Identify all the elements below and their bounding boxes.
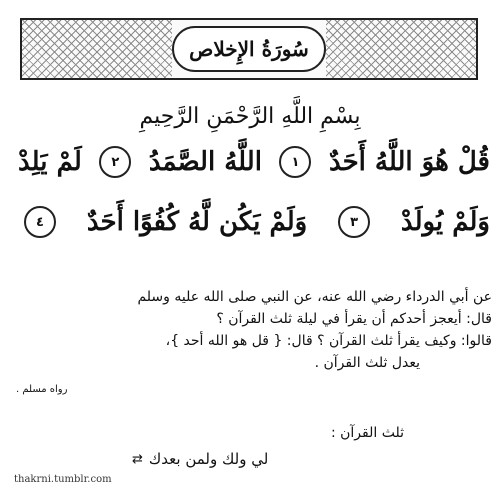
basmala: بِسْمِ اللَّهِ الرَّحْمَنِ الرَّحِيمِ: [139, 104, 361, 129]
hadith-text: [40, 286, 492, 374]
hadith-line-2: قال: أيعجز أحدكم أن يقرأ في ليلة ثلث القرآن ؟: [216, 311, 492, 327]
verse-line-2: [18, 206, 490, 238]
ornament-left: [22, 20, 172, 78]
hadith-line-3: قالوا: وكيف يقرأ ثلث القرآن ؟ قال: { قل هو الله أحد }،: [165, 333, 492, 349]
surah-name-cartouche: [172, 26, 326, 72]
ornament-right: [326, 20, 476, 78]
hadith-source: رواه مسلم .: [16, 384, 68, 395]
note-label: ثلث القرآن :: [330, 425, 404, 441]
verse-3-start: لَمْ يَلِدْ: [18, 147, 82, 177]
ayah-marker-2: ٢: [99, 146, 131, 178]
hadith-line-1: عن أبي الدرداء رضي الله عنه، عن النبي صلى الله عليه وسلم: [137, 289, 492, 305]
verse-4-text: وَلَمْ يَكُن لَّهُ كُفُوًا أَحَدٌ: [86, 207, 308, 237]
verse-2-text: اللَّهُ الصَّمَدُ: [148, 147, 262, 177]
swap-arrows-icon: ⇄: [132, 451, 143, 467]
surah-header-banner: [20, 18, 478, 80]
tagline: [132, 450, 268, 468]
surah-title: سُورَةُ الإِخلاص: [189, 37, 309, 61]
ayah-marker-3: ٣: [338, 206, 370, 238]
tagline-text: لي ولك ولمن بعدك: [148, 450, 269, 468]
hadith-line-4: يعدل ثلث القرآن .: [314, 355, 420, 371]
verse-line-1: [18, 146, 490, 178]
ayah-marker-4: ٤: [24, 206, 56, 238]
ayah-marker-1: ١: [279, 146, 311, 178]
verse-3-end: وَلَمْ يُولَدْ: [400, 207, 490, 237]
watermark: thakrni.tumblr.com: [14, 474, 112, 485]
verse-1-text: قُلْ هُوَ اللَّهُ أَحَدٌ: [328, 147, 490, 177]
